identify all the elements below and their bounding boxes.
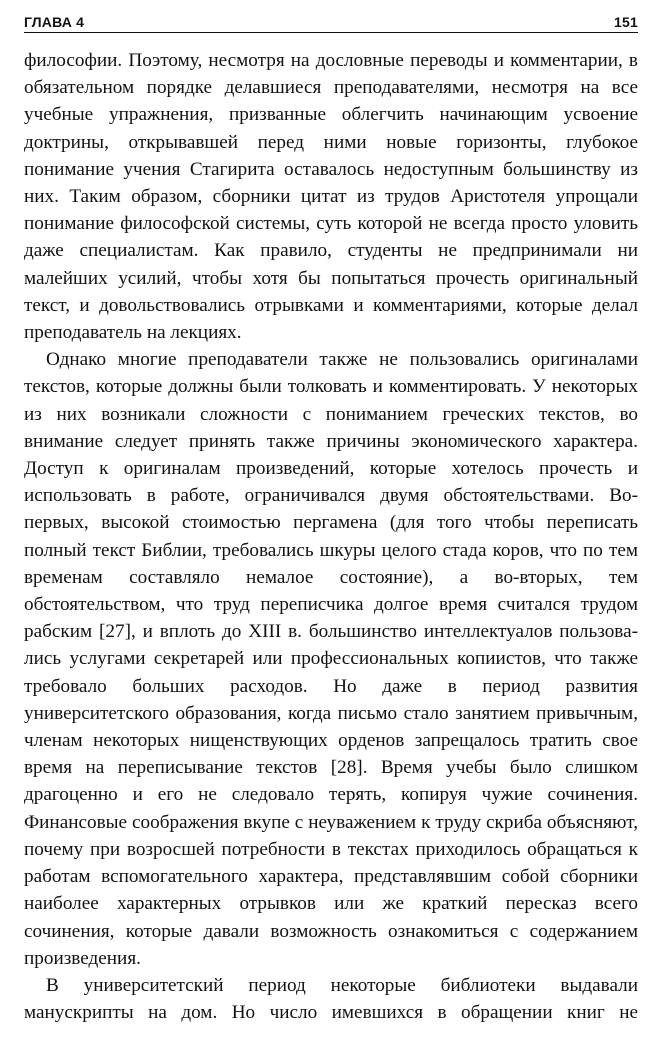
running-header bbox=[24, 8, 638, 33]
page-number: 151 bbox=[614, 14, 638, 30]
body-text bbox=[24, 47, 638, 1026]
paragraph: Однако многие преподаватели также не пользовались оригиналами текстов, которые должны были толковать и комментировать. У некоторых из них возникали сложности с пониманием греческих текстов, во внимание следует принять также причины экономического характера. Доступ к оригиналам произведений, которые хотелось прочесть и использовать в работе, ограничивался двумя обстоятельствами. Во-первых, высокой стоимостью пергамена (для того чтобы переписать полный текст Библии, требовались шкуры целого стада коров, что по тем временам составляло немалое состояние), а во-вторых, тем обстоятельством, что труд переписчика долгое время считался трудом рабским [27], и вплоть до XIII в. большинство интеллектуалов пользовались услугами секретарей или профессиональных копиистов, что также требовало больших расходов. Но даже в период развития университетского образования, когда письмо стало занятием привычным, членам некоторых нищенствующих орденов запрещалось тратить свое время на переписывание текстов [28]. Время учебы было слишком драгоценно и его не следовало терять, копируя чужие сочинения. Финансовые соображения вкупе с неуважением к труду скриба объясняют, почему при возросшей потребности в текстах приходилось обращаться к работам вспомогательного характера, представлявшим собой сборники наиболее характерных отрывков или же краткий пересказ всего сочинения, которые давали возможность ознакомиться с содержанием произведения. bbox=[24, 349, 638, 969]
paragraph: философии. Поэтому, несмотря на дословные переводы и комментарии, в обязательном порядке делавшиеся преподавателями, несмотря на все учебные упражнения, призванные облегчить начинающим усвоение доктрины, открывавшей перед ними новые горизонты, глубокое понимание учения Стагирита оставалось недоступным большинству из них. Таким образом, сборники цитат из трудов Аристотеля упрощали понимание философской системы, суть которой не всегда просто уловить даже специалистам. Как правило, студенты не предпринимали ни малейших усилий, чтобы хотя бы попытаться прочесть оригинальный текст, и довольствовались отрывками и комментариями, которые делал преподаватель на лекциях. bbox=[24, 50, 638, 344]
paragraph: В университетский период некоторые библиотеки выдавали манускрипты на дом. Но число имевшихся в обращении книг не bbox=[24, 974, 638, 1024]
chapter-label: ГЛАВА 4 bbox=[24, 14, 85, 30]
